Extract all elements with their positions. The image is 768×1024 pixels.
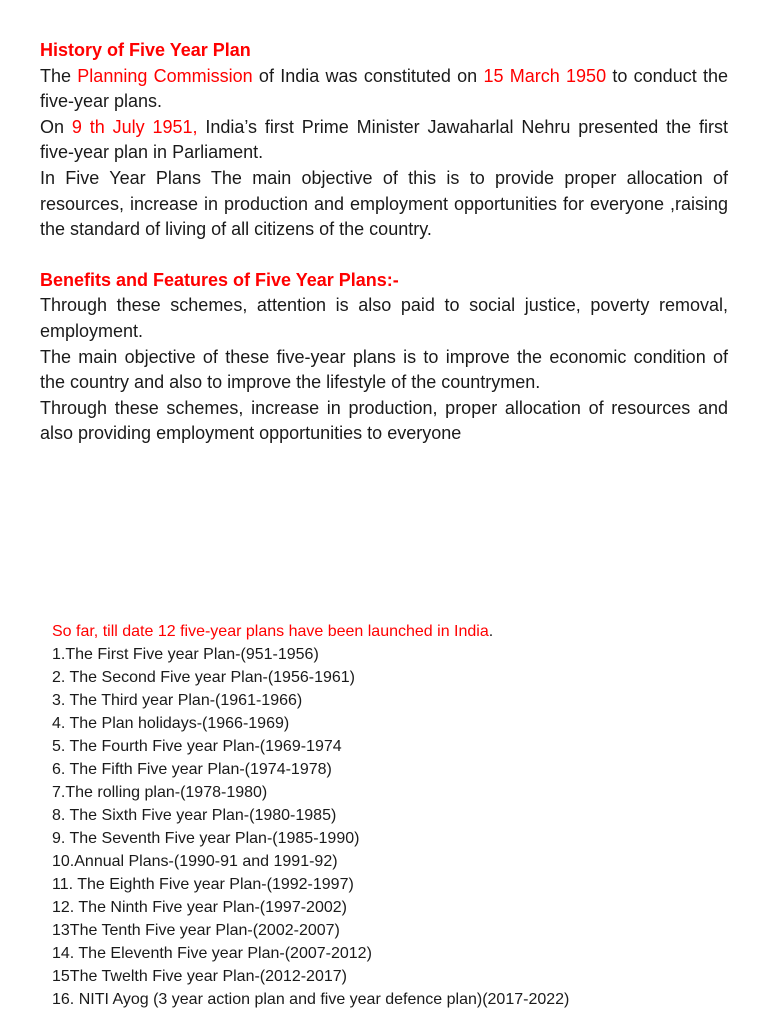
plan-list-item: 16. NITI Ayog (3 year action plan and five year defence plan)(2017-2022): [52, 991, 570, 1008]
plan-list-item: 6. The Fifth Five year Plan-(1974-1978): [52, 761, 332, 778]
benefits-paragraph-2: The main objective of these five-year plans is to improve the economic condition of the country and also to improve the lifestyle of the countrymen.: [40, 346, 728, 393]
plan-list-item: 14. The Eleventh Five year Plan-(2007-2012): [52, 945, 372, 962]
plan-list-item: 3. The Third year Plan-(1961-1966): [52, 692, 303, 709]
plan-list-item: 2. The Second Five year Plan-(1956-1961): [52, 669, 355, 686]
plan-list-item: 15The Twelth Five year Plan-(2012-2017): [52, 968, 347, 985]
plan-list-item: 12. The Ninth Five year Plan-(1997-2002): [52, 899, 347, 916]
plan-list-item: 9. The Seventh Five year Plan-(1985-1990): [52, 830, 360, 847]
history-p2-text-3: India’s first Prime Minister Jawaharlal Nehru presented the first five-year plan in Parliament.: [40, 116, 728, 163]
benefits-paragraph-1: Through these schemes, attention is also paid to social justice, poverty removal, employment.: [40, 295, 728, 341]
plan-list-item: 1.The First Five year Plan-(951-1956): [52, 646, 319, 663]
section-spacer: [40, 243, 728, 268]
plan-list-item: 11. The Eighth Five year Plan-(1992-1997): [52, 876, 354, 893]
history-heading: History of Five Year Plan: [40, 40, 251, 60]
history-paragraph-2: [40, 115, 728, 166]
plan-list-item: 8. The Sixth Five year Plan-(1980-1985): [52, 807, 337, 824]
history-section: [40, 38, 728, 447]
history-p2-text-1: On: [40, 116, 72, 137]
plan-list-item: 4. The Plan holidays-(1966-1969): [52, 715, 290, 732]
plans-intro: [52, 620, 732, 643]
plan-list-item: 7.The rolling plan-(1978-1980): [52, 784, 268, 801]
benefits-paragraph-3: Through these schemes, increase in production, proper allocation of resources and also providing employment opportunities to everyone: [40, 397, 728, 444]
plans-section: [52, 620, 732, 1011]
history-p1-text-5: to conduct the five-year plans.: [40, 65, 729, 112]
history-paragraph-1: [40, 64, 728, 115]
plan-list-item: 5. The Fourth Five year Plan-(1969-1974: [52, 738, 342, 755]
benefits-heading: Benefits and Features of Five Year Plans:-: [40, 269, 399, 290]
history-p1-text-1: The: [40, 65, 78, 86]
planning-commission-highlight: Planning Commission: [77, 65, 253, 86]
plans-intro-period: .: [488, 623, 494, 640]
history-paragraph-3: In Five Year Plans The main objective of this is to provide proper allocation of resources, increase in production and employment opportunities for everyone ,raising the standard of living of all citizens of the country.: [40, 167, 728, 240]
date-1950-highlight: 15 March 1950: [483, 65, 607, 86]
plan-list-item: 13The Tenth Five year Plan-(2002-2007): [52, 922, 340, 939]
history-p1-text-3: of India was constituted on: [252, 65, 484, 86]
plan-list-item: 10.Annual Plans-(1990-91 and 1991-92): [52, 853, 338, 870]
date-1951-highlight: 9 th July 1951,: [71, 116, 198, 137]
plans-intro-text: So far, till date 12 five-year plans have been launched in India: [52, 623, 489, 640]
